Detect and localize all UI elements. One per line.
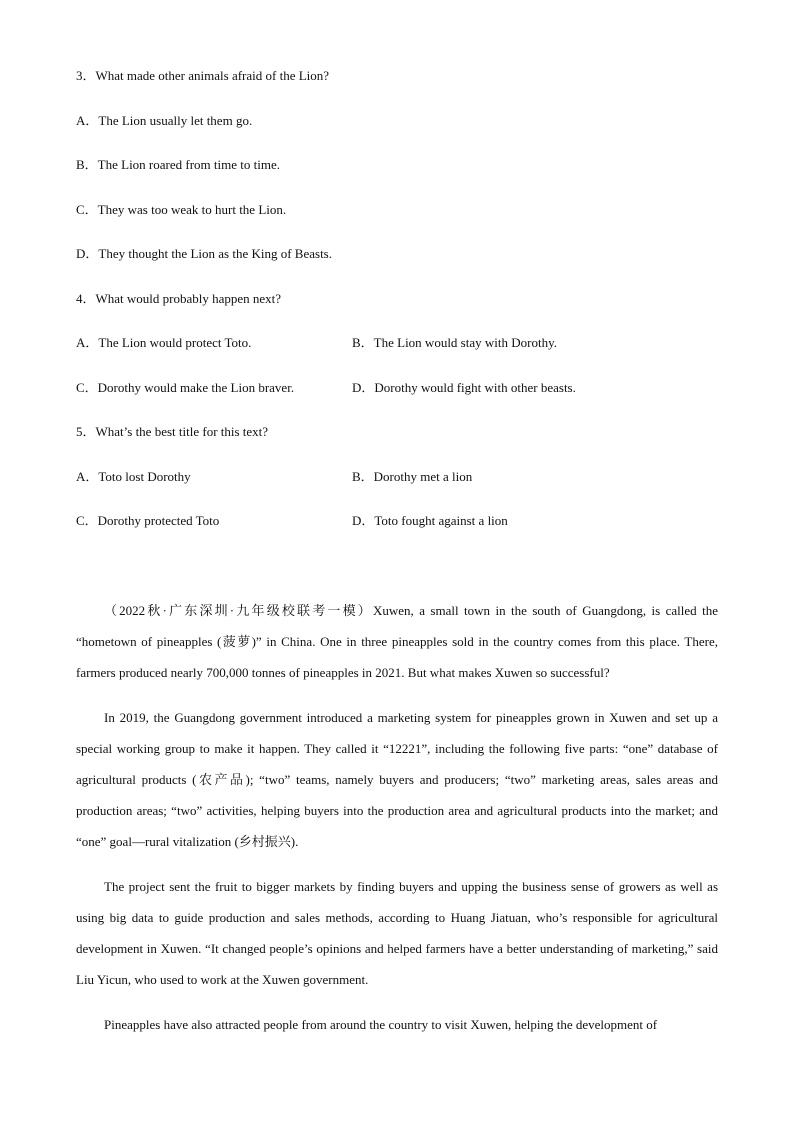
question-3-option-d: D．They thought the Lion as the King of Beasts. (76, 246, 332, 261)
question-4-option-d: D．Dorothy would fight with other beasts. (352, 380, 576, 395)
question-3-option-a: A．The Lion usually let them go. (76, 113, 253, 128)
question-5-stem: 5．What’s the best title for this text? (76, 424, 269, 439)
passage-paragraph-4: Pineapples have also attracted people from around the country to visit Xuwen, helping the development of (104, 1017, 658, 1032)
question-4-option-c: C．Dorothy would make the Lion braver. (76, 380, 295, 395)
question-3-stem: 3．What made other animals afraid of the Lion? (76, 68, 330, 83)
question-4-option-a: A．The Lion would protect Toto. (76, 335, 252, 350)
passage-paragraph-1: （2022秋·广东深圳·九年级校联考一模）Xuwen, a small town in the south of Guangdong, is called the “hometown of pineapples (菠萝)” in China. One in three pineapples sold in the country comes from this place. There, farmers produced nearly 700,000 tonnes of pineapples in 2021. But what makes Xuwen so successful? (76, 603, 718, 680)
question-5-option-a: A．Toto lost Dorothy (76, 469, 191, 484)
passage-paragraph-3: The project sent the fruit to bigger markets by finding buyers and upping the business sense of growers as well as using big data to guide production and sales methods, according to Huang Jiatuan, who’s responsible for agricultural development in Xuwen. “It changed people’s opinions and helped farmers have a better understanding of marketing,” said Liu Yicun, who used to work at the Xuwen government. (76, 879, 718, 987)
question-3-option-c: C．They was too weak to hurt the Lion. (76, 202, 287, 217)
question-5-option-b: B．Dorothy met a lion (352, 469, 473, 484)
question-4-stem: 4．What would probably happen next? (76, 291, 282, 306)
question-4-option-b: B．The Lion would stay with Dorothy. (352, 335, 557, 350)
question-5-option-c: C．Dorothy protected Toto (76, 513, 220, 528)
question-5-option-d: D．Toto fought against a lion (352, 513, 508, 528)
passage-paragraph-2: In 2019, the Guangdong government introduced a marketing system for pineapples grown in Xuwen and set up a special working group to make it happen. They called it “12221”, including the following five parts: “one” database of agricultural products (农产品); “two” teams, namely buyers and producers; “two” marketing areas, sales areas and production areas; “two” activities, helping buyers into the production area and agricultural products into the market; and “one” goal—rural vitalization (乡村振兴). (76, 710, 718, 849)
question-3-option-b: B．The Lion roared from time to time. (76, 157, 280, 172)
